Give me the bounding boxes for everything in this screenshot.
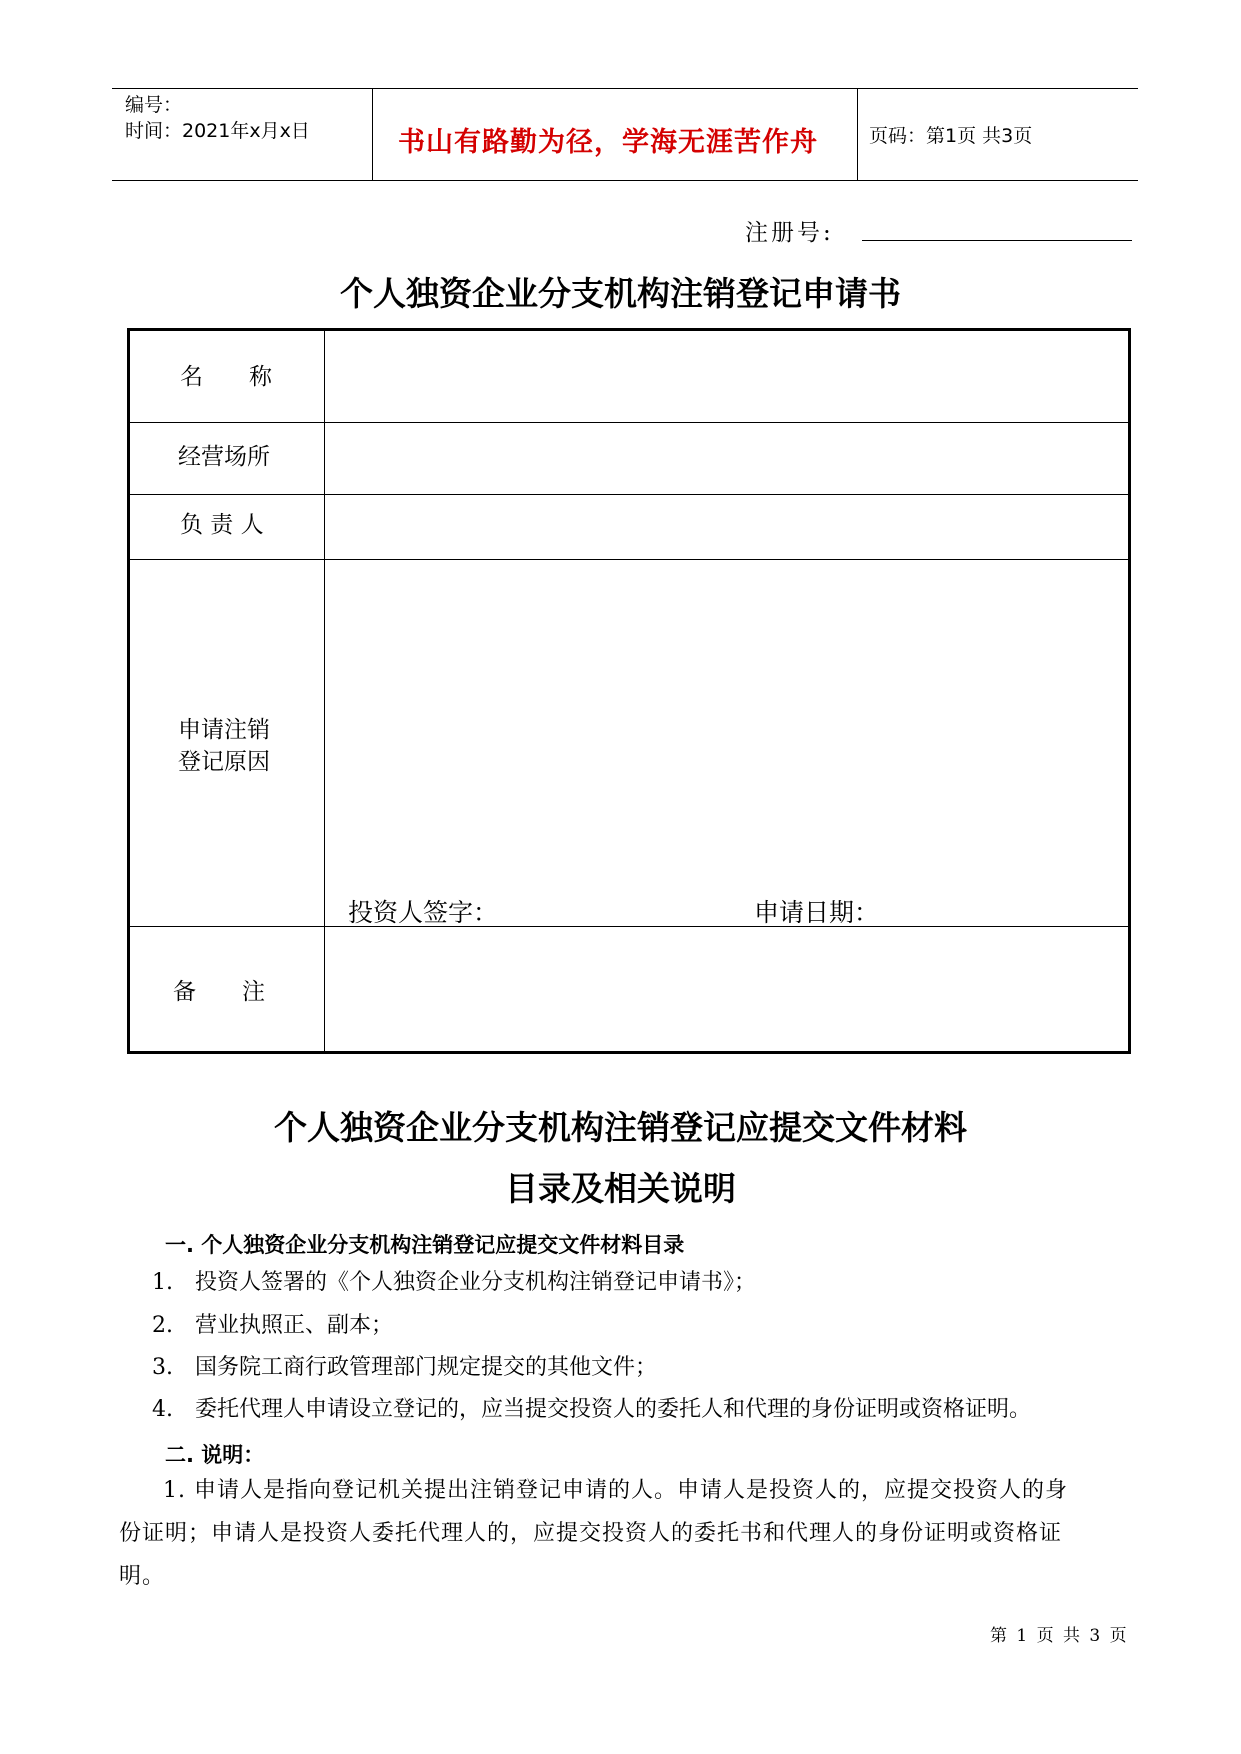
header-bottom-rule <box>112 180 1138 181</box>
page-footer: 第 1 页 共 3 页 <box>990 1626 1129 1646</box>
section-heading-1: 一. 个人独资企业分支机构注销登记应提交文件材料目录 <box>165 1233 685 1257</box>
header-divider-left <box>372 88 373 181</box>
label-column-divider <box>324 331 325 1051</box>
reason-label-line1: 申请注销 <box>178 717 270 743</box>
form-title: 个人独资企业分支机构注销登记申请书 <box>340 274 901 313</box>
header-top-rule <box>112 88 1138 89</box>
header-time-label: 时间：2021年x月x日 <box>125 120 310 142</box>
header-page-label: 页码：第1页 共3页 <box>869 125 1033 147</box>
list-item: 4. 委托代理人申请设立登记的，应当提交投资人的委托人和代理的身份证明或资格证明。 <box>152 1397 1031 1422</box>
remarks-label: 备 注 <box>173 979 265 1005</box>
reason-label-line2: 登记原因 <box>178 749 270 775</box>
list-item: 3. 国务院工商行政管理部门规定提交的其他文件； <box>152 1355 657 1380</box>
place-field[interactable] <box>326 423 1128 494</box>
remarks-field[interactable] <box>326 927 1128 1051</box>
materials-title-line2: 目录及相关说明 <box>505 1169 736 1208</box>
responsible-field[interactable] <box>326 495 1128 559</box>
application-form-table <box>127 328 1131 1054</box>
note-paragraph-line: 份证明；申请人是投资人委托代理人的，应提交投资人的委托书和代理人的身份证明或资格证 <box>119 1521 1063 1546</box>
place-label: 经营场所 <box>178 444 270 470</box>
note-paragraph-line: 1. 申请人是指向登记机关提出注销登记申请的人。申请人是投资人的，应提交投资人的身 <box>163 1478 1068 1503</box>
apply-date-label: 申请日期： <box>754 898 880 927</box>
list-item: 1. 投资人签署的《个人独资企业分支机构注销登记申请书》； <box>152 1270 756 1295</box>
section-heading-2: 二. 说明： <box>165 1443 265 1467</box>
header-motto: 书山有路勤为径，学海无涯苦作舟 <box>398 127 818 158</box>
registration-number-field[interactable] <box>862 240 1132 241</box>
name-label: 名 称 <box>180 364 272 390</box>
reason-field[interactable] <box>326 560 1128 880</box>
list-item: 2. 营业执照正、副本； <box>152 1313 393 1338</box>
header-number-label: 编号： <box>125 94 183 116</box>
responsible-label: 负 责 人 <box>180 512 264 538</box>
header-divider-right <box>857 88 858 181</box>
name-field[interactable] <box>326 331 1128 422</box>
materials-title-line1: 个人独资企业分支机构注销登记应提交文件材料 <box>274 1108 967 1147</box>
investor-signature-label: 投资人签字： <box>348 898 499 927</box>
note-paragraph-line: 明。 <box>119 1564 166 1589</box>
registration-number-label: 注册号: <box>745 220 834 246</box>
